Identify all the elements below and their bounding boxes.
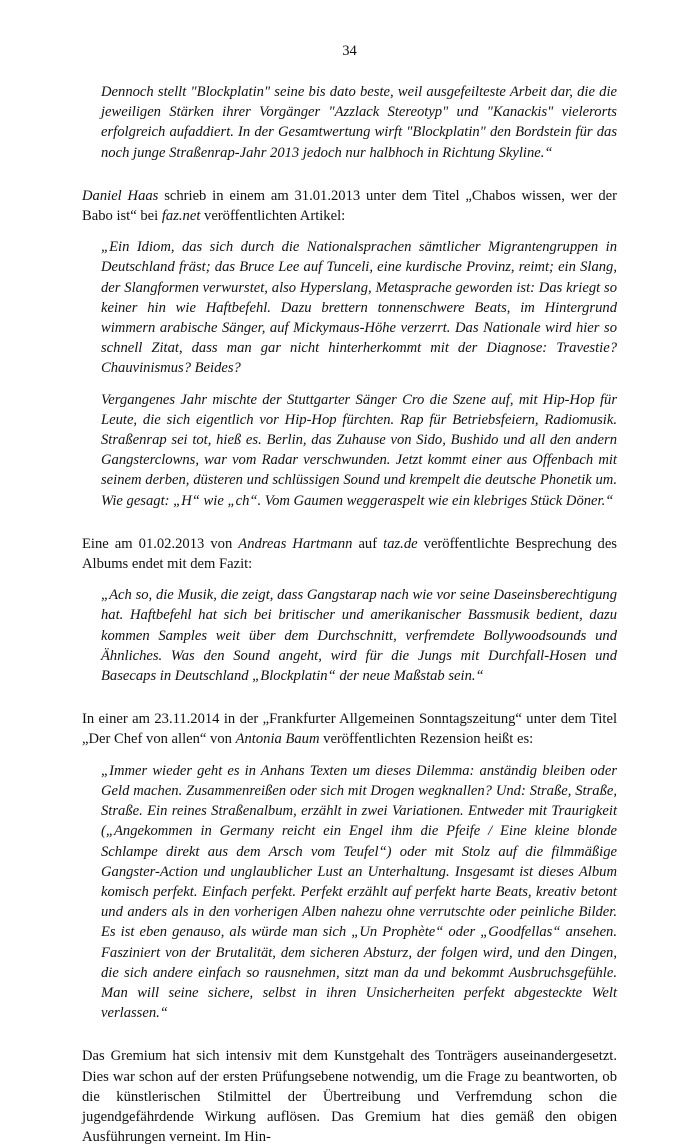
quote-taz-review [101, 585, 617, 686]
quote-paragraph: „Immer wieder geht es in Anhans Texten um dieses Dilemma: anständig bleiben oder Geld machen. Zusammenreißen oder sich mit Drogen wegknallen? Und: Straße, Straße, Straße. Ein reines Straßenalbum, erzählt in zwei Variationen. Entweder mit Traurigkeit („Angekommen in Germany reicht ein Engel ihm die Pfeife / Eine kleine blonde Schlampe direkt aus dem Arsch vom Teufel“) oder mit Stolz auf die filmmäßige Gangster-Action und unglaublicher Lust an Unterhaltung. Insgesamt ist dieses Album komisch perfekt. Einfach perfekt. Perfekt erzählt auf perfekt harte Beats, kreativ betont und anders als in den vorherigen Alben nahezu ohne verrutschte oder peinliche Bilder. Es ist eben genauso, als würde man sich „Un Prophète“ oder „Goodfellas“ ansehen. Fasziniert von der Brutalität, dem sicheren Absturz, der folgen wird, und den Dingen, die sich andere einfach so rausnehmen, sitzt man da und bekommt Ausbruchsgefühle. Man will seine sichere, selbst in ihren Unsicherheiten perfekt abgesteckte Welt verlassen.“ [101, 762, 617, 1022]
paragraph-text: In einer am 23.11.2014 in der „Frankfurter Allgemeinen Sonntagszeitung“ unter dem Titel „Der Chef von allen“ von [82, 711, 617, 748]
paragraph-text: veröffentlichten Rezension heißt es: [319, 731, 534, 748]
paragraph-text: veröffentlichten Artikel: [200, 208, 346, 225]
quote-paragraph: „Ach so, die Musik, die zeigt, dass Gangstarap nach wie vor seine Daseinsberechtigung hat. Haftbefehl hat sich bei britischer und amerikanischer Bassmusik bedient, dazu kommen Samples weit über dem Durchschnitt, verfremdete Bollywoodsounds und Ähnliches. Was den Sound angeht, wird für die Jungs mit Durchfall-Hosen und Basecaps in Deutschland „Blockplatin“ der neue Maßstab sein.“ [101, 587, 617, 685]
body-paragraph-gremium: Das Gremium hat sich intensiv mit dem Kunstgehalt des Tonträgers auseinandergesetzt. Dies war schon auf der ersten Prüfungsebene notwendig, um die Frage zu beantworten, ob die künstlerischen Stilmittel der Übertreibung und Verfremdung schon die jugendgefährdende Wirkung auflösen. Das Gremium hat dies gemäß den obigen Ausführungen verneint. Im Hin- [82, 1048, 617, 1146]
author-name: Andreas Hartmann [238, 535, 353, 552]
paragraph-text: veröffentlichte Besprechung des Albums endet mit dem Fazit: [82, 535, 617, 573]
quote-blockplatin-review [101, 82, 617, 163]
quote-paragraph: Dennoch stellt "Blockplatin" seine bis dato beste, weil ausgefeilteste Arbeit dar, die die jeweiligen Stärken ihrer Vorgänger "Azzlack Stereotyp" und "Kanackis" vielerorts erfolgreich aufaddiert. In der Gesamtwertung wirft "Blockplatin" den Bordstein für das noch junge Straßenrap-Jahr 2013 jedoch nur halbhoch in Richtung Skyline.“ [101, 84, 617, 161]
intro-paragraph-fas [82, 709, 617, 749]
quote-faz-article [101, 237, 617, 511]
intro-paragraph-faz [82, 186, 617, 226]
paragraph-text: Eine am 01.02.2013 von [82, 535, 239, 552]
author-name: Daniel Haas [82, 187, 159, 204]
source-name: faz.net [161, 208, 201, 225]
paragraph-text: auf [352, 535, 384, 552]
intro-paragraph-taz [82, 534, 617, 574]
quote-fas-review [101, 761, 617, 1024]
author-name: Antonia Baum [235, 731, 320, 748]
paragraph-text: schrieb in einem am 31.01.2013 unter dem Titel „Chabos wissen, wer der Babo ist“ bei [82, 187, 618, 225]
quote-paragraph: „Ein Idiom, das sich durch die Nationalsprachen sämtlicher Migrantengruppen in Deutschland fräst; das Bruce Lee auf Tunceli, eine kurdische Provinz, reimt; ein Slang, der Slangformen verwurstet, also Hyperslang, Metasprache geworden ist: Das kriegt so keiner hin wie Haftbefehl. Dazu brettern tonnenschwere Beats, im Hintergrund wimmern arabische Sänger, auf Mickymaus-Höhe verzerrt. Das Nationale wird hier so schnell Zitat, dass man gar nicht hinterherkommt mit der Diagnose: Travestie? Chauvinismus? Beides? [101, 239, 617, 377]
quote-paragraph: Vergangenes Jahr mischte der Stuttgarter Sänger Cro die Szene auf, mit Hip-Hop für Leute, die sich eigentlich vor Hip-Hop fürchten. Rap für Betriebsfeiern, Radiomusik. Straßenrap sei tot, hieß es. Berlin, das Zuhause von Sido, Bushido und all den andern Gangsterclowns, war vom Radar verschwunden. Jetzt kommt einer aus Offenbach mit seinem derben, düsteren und schlüssigen Sound und krempelt die deutsche Phonetik um. Wie gesagt: „H“ wie „ch“. Vom Gaumen weggeraspelt wie ein klebriges Stück Döner.“ [101, 391, 617, 509]
page-number: 34 [342, 43, 357, 59]
source-name: taz.de [383, 535, 418, 552]
